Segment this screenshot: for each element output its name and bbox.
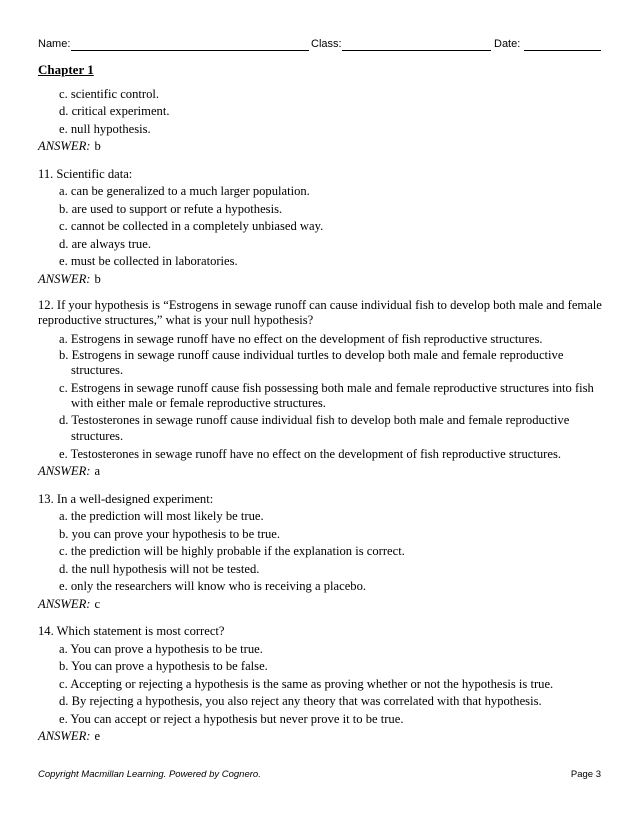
answer-label: ANSWER: (38, 729, 91, 744)
question-stem: 14. Which statement is most correct? (38, 624, 225, 639)
question-stem: 13. In a well-designed experiment: (38, 491, 214, 506)
option-item: e. must be collected in laboratories. (59, 254, 238, 268)
option-item: b. are used to support or refute a hypothesis. (59, 201, 283, 216)
question-11 (38, 166, 604, 289)
answer-value: b (94, 139, 101, 153)
answer-line (38, 271, 604, 289)
answer-line (38, 728, 604, 746)
option-item: b. You can prove a hypothesis to be false. (59, 659, 268, 674)
answer-label: ANSWER: (38, 271, 91, 286)
chapter-title: Chapter 1 (38, 62, 94, 77)
answer-value: a (94, 464, 101, 479)
option-item: d. the null hypothesis will not be tested. (59, 561, 260, 576)
name-label: Name: (38, 38, 71, 50)
answer-value: b (94, 271, 101, 286)
option-item: c. Accepting or rejecting a hypothesis is the same as proving whether or not the hypothesis is true. (59, 676, 554, 691)
option-item: a. the prediction will most likely be true. (59, 509, 264, 524)
option-item: c. cannot be collected in a completely unbiased way. (59, 219, 324, 233)
continued-question (38, 86, 604, 156)
option-item: d. Testosterones in sewage runoff cause individual fish to develop both male and female reproductive structures. (59, 413, 570, 443)
option-item: e. You can accept or reject a hypothesis but never prove it to be true. (59, 711, 404, 726)
question-14 (38, 623, 604, 746)
option-item: e. Testosterones in sewage runoff have no effect on the development of fish reproductive structures. (59, 446, 562, 461)
answer-label: ANSWER: (38, 464, 91, 479)
answer-value: e (94, 729, 101, 744)
option-item: c. Estrogens in sewage runoff cause fish possessing both male and female reproductive structures into fish with either male or female reproductive structures. (59, 380, 594, 410)
option-item: e. null hypothesis. (59, 121, 151, 136)
name-blank (71, 50, 309, 51)
class-blank (342, 50, 491, 51)
option-item: a. can be generalized to a much larger population. (59, 184, 310, 198)
answer-line (38, 463, 604, 481)
option-item: b. you can prove your hypothesis to be true. (59, 526, 281, 541)
answer-label: ANSWER: (38, 596, 91, 611)
page-number: Page 3 (570, 769, 601, 780)
option-item: a. Estrogens in sewage runoff have no effect on the development of fish reproductive structures. (59, 331, 543, 346)
answer-line (38, 596, 604, 614)
option-item: d. are always true. (59, 236, 151, 251)
question-12 (38, 298, 604, 481)
question-13 (38, 491, 604, 614)
option-item: a. You can prove a hypothesis to be true. (59, 641, 263, 656)
answer-line (38, 138, 604, 156)
date-label: Date: (494, 38, 521, 50)
answer-label: ANSWER: (38, 139, 91, 153)
copyright-text: Copyright Macmillan Learning. Powered by Cognero. (38, 769, 261, 780)
question-stem: 12. If your hypothesis is “Estrogens in sewage runoff can cause individual fish to develop both male and female reproductive structures,” what is your null hypothesis? (38, 298, 602, 328)
option-item: c. scientific control. (59, 86, 160, 101)
question-stem: 11. Scientific data: (38, 166, 133, 181)
option-item: b. Estrogens in sewage runoff cause individual turtles to develop both male and female reproductive structures. (59, 348, 564, 378)
option-item: c. the prediction will be highly probable if the explanation is correct. (59, 544, 405, 559)
option-item: e. only the researchers will know who is receiving a placebo. (59, 579, 367, 594)
class-label: Class: (311, 38, 342, 50)
student-info-header (38, 38, 601, 54)
question-content (38, 61, 604, 746)
option-item: d. By rejecting a hypothesis, you also reject any theory that was correlated with that hypothesis. (59, 694, 542, 709)
answer-value: c (94, 596, 101, 611)
date-blank (524, 50, 601, 51)
option-item: d. critical experiment. (59, 104, 170, 118)
